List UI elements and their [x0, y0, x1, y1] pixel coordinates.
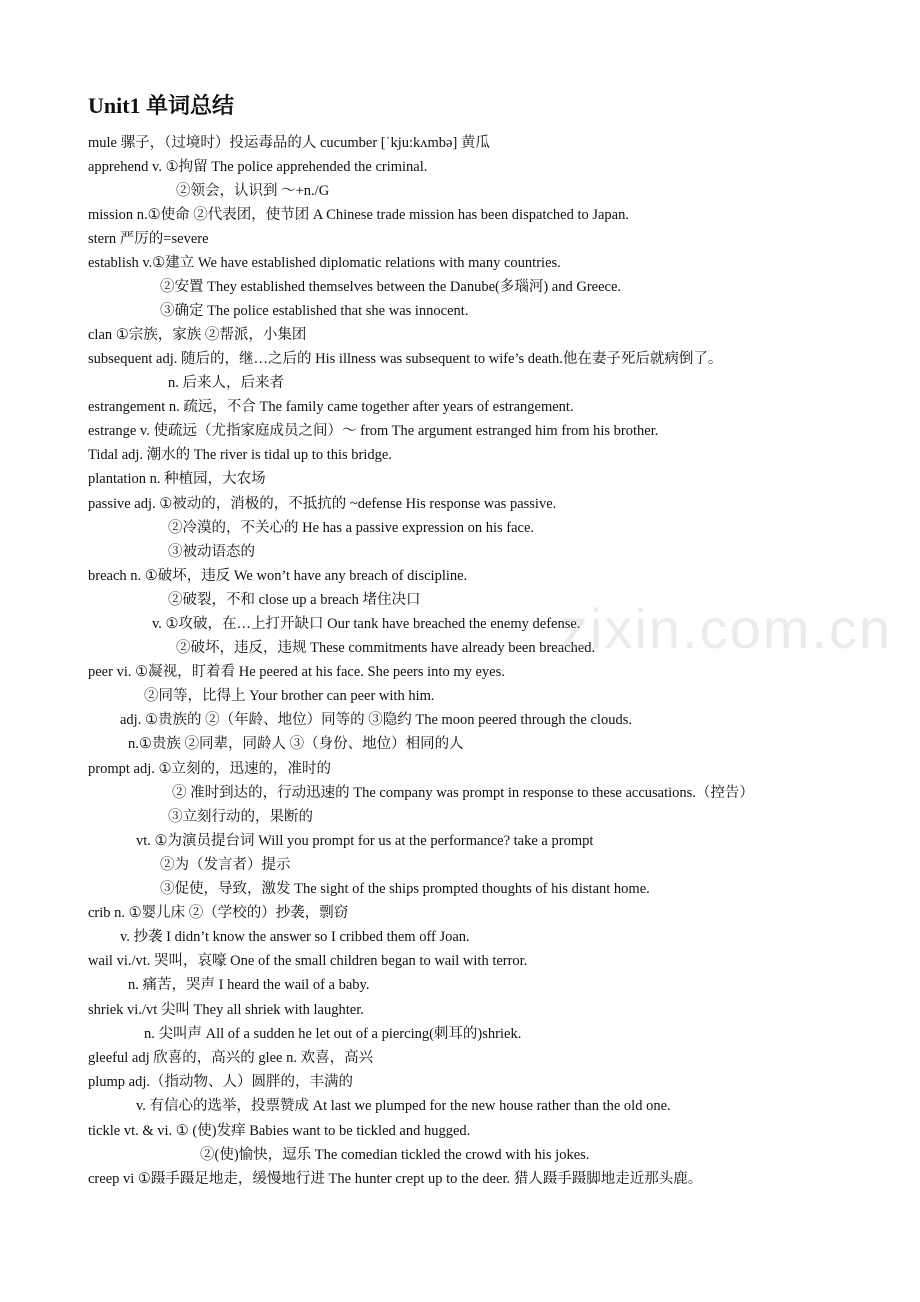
text-line: ③被动语态的 — [168, 544, 255, 560]
text-line: mule 骡子，（过境时）投运毒品的人 cucumber [ˈkju:kʌmbə] 黄瓜 — [88, 135, 490, 151]
text-line: creep vi ①蹑手蹑足地走，缓慢地行进 The hunter crept up to the deer. 猎人蹑手蹑脚地走近那头鹿。 — [88, 1171, 703, 1187]
text-line: adj. ①贵族的 ②（年龄、地位）同等的 ③隐约 The moon peered through the clouds. — [120, 712, 632, 728]
text-line: prompt adj. ①立刻的，迅速的，准时的 — [88, 761, 331, 777]
page-title: Unit1 单词总结 — [88, 93, 235, 118]
text-line: apprehend v. ①拘留 The police apprehended the criminal. — [88, 159, 428, 175]
text-line: ③促使，导致，激发 The sight of the ships prompted thoughts of his distant home. — [160, 881, 650, 897]
text-line: establish v.①建立 We have established diplomatic relations with many countries. — [88, 255, 561, 271]
watermark: zixin.com.cn — [560, 597, 893, 660]
text-line: clan ①宗族，家族 ②帮派，小集团 — [88, 327, 307, 343]
text-line: ②安置 They established themselves between the Danube(多瑙河) and Greece. — [160, 279, 622, 295]
text-line: ②冷漠的，不关心的 He has a passive expression on his face. — [168, 520, 535, 536]
text-line: plump adj.（指动物、人）圆胖的，丰满的 — [88, 1074, 354, 1090]
text-line: plantation n. 种植园，大农场 — [88, 471, 266, 487]
text-line: shriek vi./vt 尖叫 They all shriek with laughter. — [88, 1002, 364, 1018]
text-line: estrangement n. 疏远，不合 The family came together after years of estrangement. — [88, 399, 574, 415]
text-line: peer vi. ①凝视，盯着看 He peered at his face. She peers into my eyes. — [88, 664, 505, 680]
text-line: estrange v. 使疏远（尤指家庭成员之间）～ from The argument estranged him from his brother. — [88, 423, 659, 439]
text-line: n. 尖叫声 All of a sudden he let out of a piercing(刺耳的)shriek. — [144, 1026, 522, 1042]
text-line: subsequent adj. 随后的，继…之后的 His illness was subsequent to wife’s death.他在妻子死后就病倒了。 — [88, 351, 723, 367]
text-line: ②(使)愉快，逗乐 The comedian tickled the crowd with his jokes. — [200, 1147, 590, 1163]
text-line: ②为（发言者）提示 — [160, 857, 291, 873]
text-line: mission n.①使命 ②代表团，使节团 A Chinese trade mission has been dispatched to Japan. — [88, 207, 629, 223]
text-line: vt. ①为演员提台词 Will you prompt for us at the performance? take a prompt — [136, 833, 594, 849]
text-line: ③确定 The police established that she was innocent. — [160, 303, 469, 319]
text-line: wail vi./vt. 哭叫，哀嚎 One of the small children began to wail with terror. — [88, 953, 528, 969]
text-line: ③立刻行动的，果断的 — [168, 809, 313, 825]
text-line: n.①贵族 ②同辈，同龄人 ③（身份、地位）相同的人 — [128, 736, 464, 752]
text-line: ②同等，比得上 Your brother can peer with him. — [144, 688, 435, 704]
text-line: passive adj. ①被动的，消极的，不抵抗的 ~defense His response was passive. — [88, 496, 557, 512]
text-line: ②领会，认识到 ～+n./G — [176, 183, 330, 199]
text-line: n. 后来人，后来者 — [168, 375, 284, 391]
text-line: v. ①攻破，在…上打开缺口 Our tank have breached the enemy defense. — [152, 616, 581, 632]
text-line: Tidal adj. 潮水的 The river is tidal up to this bridge. — [88, 447, 392, 463]
text-line: ②破裂，不和 close up a breach 堵住决口 — [168, 592, 421, 608]
text-line: ② 准时到达的，行动迅速的 The company was prompt in response to these accusations.（控告） — [172, 785, 754, 801]
text-line: tickle vt. & vi. ① (使)发痒 Babies want to be tickled and hugged. — [88, 1123, 471, 1139]
text-line: crib n. ①婴儿床 ②（学校的）抄袭，剽窃 — [88, 905, 349, 921]
text-line: v. 有信心的选举，投票赞成 At last we plumped for the new house rather than the old one. — [136, 1098, 671, 1114]
text-line: gleeful adj 欣喜的，高兴的 glee n. 欢喜，高兴 — [88, 1050, 374, 1066]
text-line: breach n. ①破坏，违反 We won’t have any breach of discipline. — [88, 568, 468, 584]
text-line: ②破坏，违反，违规 These commitments have already been breached. — [176, 640, 596, 656]
text-line: n. 痛苦，哭声 I heard the wail of a baby. — [128, 977, 370, 993]
text-line: stern 严厉的=severe — [88, 231, 209, 247]
text-line: v. 抄袭 I didn’t know the answer so I cribbed them off Joan. — [120, 929, 470, 945]
